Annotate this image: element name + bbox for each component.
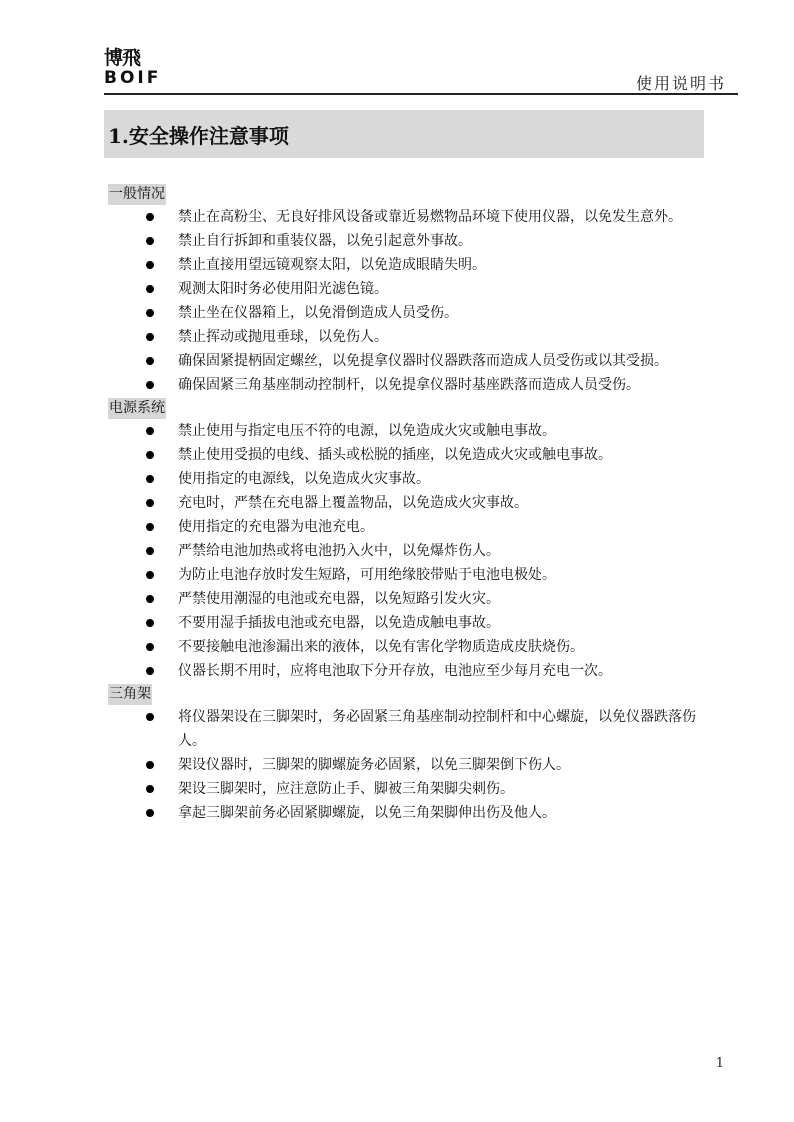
bullet-icon [146,643,154,651]
section-label: 电源系统 [108,398,166,419]
page-number: 1 [715,1056,724,1071]
bullet-icon [146,237,154,245]
list-item [108,301,708,325]
list-item-text: 架设三脚架时，应注意防止手、脚被三角架脚尖刺伤。 [178,781,514,797]
list-item [108,563,708,587]
list-item [108,539,708,563]
list-item [108,659,708,683]
list-item [108,229,708,253]
bullet-list [108,705,708,825]
section-label: 三角架 [108,684,152,705]
list-item-text: 仪器长期不用时，应将电池取下分开存放，电池应至少每月充电一次。 [178,663,612,679]
section-general [108,183,708,397]
list-item [108,777,708,801]
list-item-text: 严禁给电池加热或将电池扔入火中，以免爆炸伤人。 [178,543,500,559]
list-item [108,705,708,753]
list-item-text: 确保固紧三角基座制动控制杆，以免提拿仪器时基座跌落而造成人员受伤。 [178,377,640,393]
list-item-text: 使用指定的充电器为电池充电。 [178,519,374,535]
list-item-text: 禁止挥动或抛甩垂球，以免伤人。 [178,329,388,345]
bullet-icon [146,523,154,531]
bullet-icon [146,451,154,459]
bullet-icon [146,785,154,793]
list-item [108,443,708,467]
list-item-text: 禁止使用与指定电压不符的电源，以免造成火灾或触电事故。 [178,423,556,439]
bullet-icon [146,309,154,317]
list-item [108,349,708,373]
section-tripod [108,683,708,825]
list-item-text: 禁止坐在仪器箱上，以免滑倒造成人员受伤。 [178,305,458,321]
list-item-text: 观测太阳时务必使用阳光滤色镜。 [178,281,388,297]
list-item-text: 不要接触电池渗漏出来的液体，以免有害化学物质造成皮肤烧伤。 [178,639,584,655]
list-item [108,467,708,491]
bullet-icon [146,333,154,341]
bullet-icon [146,499,154,507]
bullet-icon [146,547,154,555]
list-item-text: 将仪器架设在三脚架时，务必固紧三角基座制动控制杆和中心螺旋，以免仪器跌落伤人。 [178,709,696,749]
bullet-list [108,419,708,683]
list-item [108,515,708,539]
list-item-text: 禁止在高粉尘、无良好排风设备或靠近易燃物品环境下使用仪器，以免发生意外。 [178,209,682,225]
list-item [108,253,708,277]
list-item [108,373,708,397]
list-item-text: 不要用湿手插拔电池或充电器，以免造成触电事故。 [178,615,500,631]
logo-english-text: BOIF [104,68,162,88]
logo-chinese-text: 博飛 [104,47,141,69]
list-item [108,753,708,777]
bullet-icon [146,595,154,603]
list-item [108,801,708,825]
bullet-icon [146,475,154,483]
list-item-text: 拿起三脚架前务必固紧脚螺旋，以免三角架脚伸出伤及他人。 [178,805,556,821]
section-power-system [108,397,708,683]
bullet-icon [146,619,154,627]
bullet-icon [146,261,154,269]
list-item [108,611,708,635]
list-item-text: 架设仪器时，三脚架的脚螺旋务必固紧，以免三脚架倒下伤人。 [178,757,570,773]
list-item [108,277,708,301]
section-label: 一般情况 [108,184,166,205]
section-title-bar [104,110,704,158]
bullet-icon [146,213,154,221]
list-item [108,635,708,659]
list-item [108,325,708,349]
bullet-icon [146,571,154,579]
document-type-label: 使用说明书 [635,74,726,93]
list-item-text: 禁止自行拆卸和重装仪器，以免引起意外事故。 [178,233,472,249]
content-body [108,183,708,825]
page-title: 1.安全操作注意事项 [108,123,289,148]
list-item-text: 为防止电池存放时发生短路，可用绝缘胶带贴于电池电极处。 [178,567,556,583]
list-item [108,587,708,611]
bullet-icon [146,667,154,675]
list-item [108,491,708,515]
list-item-text: 严禁使用潮湿的电池或充电器，以免短路引发火灾。 [178,591,500,607]
list-item [108,419,708,443]
header-divider [104,93,738,95]
brand-logo [104,47,184,87]
list-item-text: 禁止直接用望远镜观察太阳，以免造成眼睛失明。 [178,257,486,273]
bullet-icon [146,713,154,721]
list-item-text: 使用指定的电源线，以免造成火灾事故。 [178,471,430,487]
bullet-icon [146,357,154,365]
bullet-list [108,205,708,397]
bullet-icon [146,427,154,435]
bullet-icon [146,285,154,293]
list-item-text: 确保固紧提柄固定螺丝，以免提拿仪器时仪器跌落而造成人员受伤或以其受损。 [178,353,668,369]
list-item [108,205,708,229]
list-item-text: 充电时，严禁在充电器上覆盖物品，以免造成火灾事故。 [178,495,528,511]
list-item-text: 禁止使用受损的电线、插头或松脱的插座，以免造成火灾或触电事故。 [178,447,612,463]
bullet-icon [146,381,154,389]
bullet-icon [146,761,154,769]
bullet-icon [146,809,154,817]
